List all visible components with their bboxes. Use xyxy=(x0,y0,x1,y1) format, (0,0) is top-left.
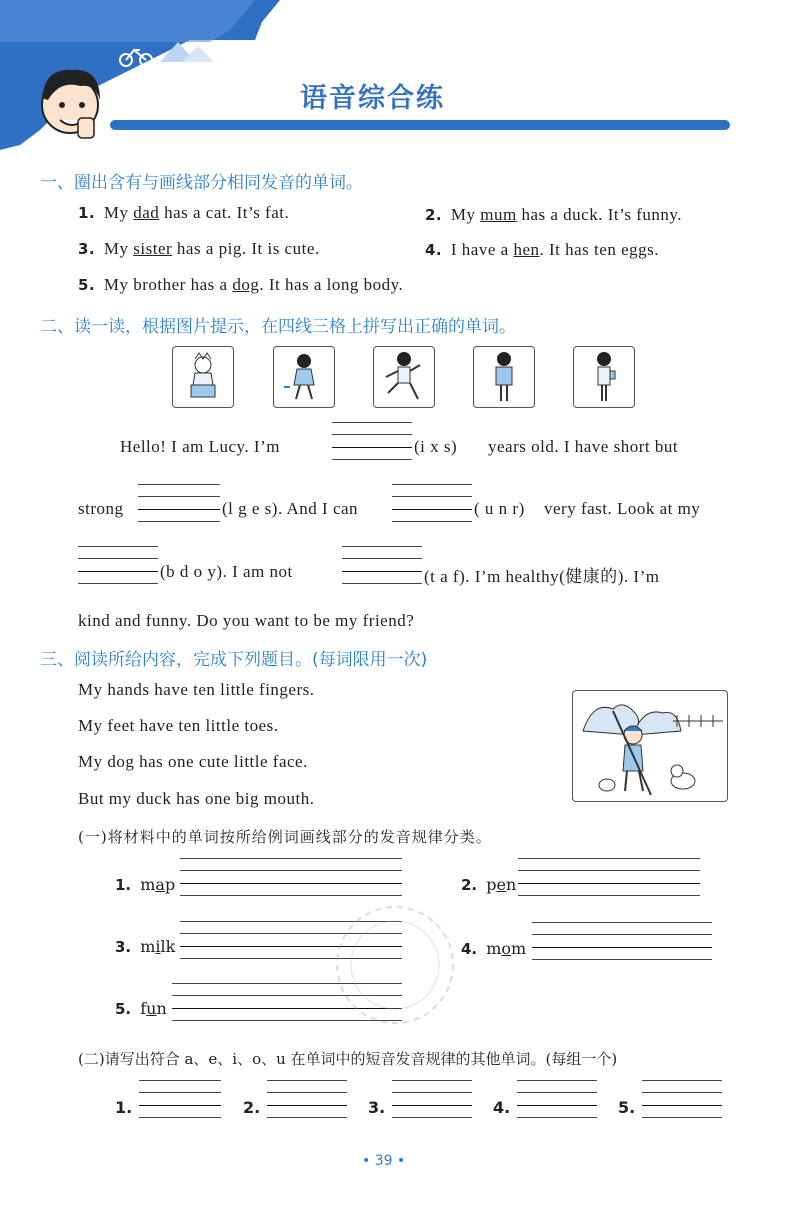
underlined-word: hen xyxy=(513,240,540,259)
s2-line1-rest: years old. I have short but xyxy=(488,437,679,456)
poem-line-2: My feet have ten little toes. xyxy=(78,716,279,735)
header-banner xyxy=(0,0,800,150)
hint-2: (l g e s). And I can xyxy=(222,499,359,518)
poem-line-3: My dog has one cute little face. xyxy=(78,752,308,771)
final-num-5: 5. xyxy=(618,1098,636,1117)
final-blank-2[interactable] xyxy=(267,1080,347,1118)
item-number: 2. xyxy=(425,206,443,224)
final-num-4: 4. xyxy=(493,1098,511,1117)
underlined-word: dog xyxy=(232,275,260,294)
s2-line2-rest: very fast. Look at my xyxy=(544,499,701,518)
s1-item-5: 5. My brother has a dog. It has a long body. xyxy=(78,275,404,294)
four-line-blank-3[interactable] xyxy=(392,484,472,522)
poem-line-4: But my duck has one big mouth. xyxy=(78,789,315,808)
picture-fat xyxy=(573,346,635,408)
answer-lines-2[interactable] xyxy=(518,858,700,896)
word-item-3: 3. milk xyxy=(115,937,176,956)
answer-lines-1[interactable] xyxy=(180,858,402,896)
s1-item-2: 2. My mum has a duck. It’s funny. xyxy=(425,205,683,224)
section2-title: 二、读一读，根据图片提示，在四线三格上拼写出正确的单词。 xyxy=(40,317,516,337)
underlined-word: mum xyxy=(480,205,517,224)
item-number: 3. xyxy=(78,240,96,258)
s2-line2-text: strong xyxy=(78,499,124,518)
four-line-blank-4[interactable] xyxy=(78,546,158,584)
picture-boy-farm xyxy=(572,690,728,802)
page-title: 语音综合练 xyxy=(300,83,445,114)
four-line-blank-2[interactable] xyxy=(138,484,220,522)
word-item-1: 1. map xyxy=(115,875,176,894)
sub1-title: (一)将材料中的单词按所给例词画线部分的发音规律分类。 xyxy=(78,828,492,846)
banner-graphic xyxy=(0,0,800,150)
poem-line-1: My hands have ten little fingers. xyxy=(78,680,315,699)
picture-run xyxy=(373,346,435,408)
word-item-2: 2. pen xyxy=(461,875,517,894)
s1-item-4: 4. I have a hen. It has ten eggs. xyxy=(425,240,659,259)
s1-item-1: 1. My dad has a cat. It’s fat. xyxy=(78,203,290,222)
hint-5: (t a f). I’m healthy(健康的). I’m xyxy=(424,567,660,586)
hint-4: (b d o y). I am not xyxy=(160,562,293,581)
final-blank-4[interactable] xyxy=(517,1080,597,1118)
section1-title: 一、圈出含有与画线部分相同发音的单词。 xyxy=(40,173,363,193)
page-number: • 39 • xyxy=(362,1153,406,1169)
sub2-title: (二)请写出符合 a、e、i、o、u 在单词中的短音发音规律的其他单词。(每组一个) xyxy=(78,1050,618,1068)
item-number: 4. xyxy=(425,241,443,259)
underlined-word: sister xyxy=(133,239,173,258)
picture-body xyxy=(473,346,535,408)
answer-lines-4[interactable] xyxy=(532,922,712,960)
final-blank-5[interactable] xyxy=(642,1080,722,1118)
final-num-2: 2. xyxy=(243,1098,261,1117)
picture-birthday-cake xyxy=(172,346,234,408)
hint-1: (i x s) xyxy=(414,437,458,456)
s2-line1-text: Hello! I am Lucy. I’m xyxy=(120,437,280,456)
underlined-word: dad xyxy=(133,203,160,222)
final-blank-1[interactable] xyxy=(139,1080,221,1118)
word-item-5: 5. fun xyxy=(115,999,167,1018)
item-number: 1. xyxy=(78,204,96,222)
four-line-blank-5[interactable] xyxy=(342,546,422,584)
final-num-1: 1. xyxy=(115,1098,133,1117)
four-line-blank-1[interactable] xyxy=(332,422,412,460)
watermark-stamp xyxy=(330,900,460,1030)
picture-legs xyxy=(273,346,335,408)
section3-title: 三、阅读所给内容，完成下列题目。(每词限用一次) xyxy=(40,650,428,670)
word-item-4: 4. mom xyxy=(461,939,527,958)
hint-3: ( u n r) xyxy=(474,499,525,518)
s1-item-3: 3. My sister has a pig. It is cute. xyxy=(78,239,320,258)
final-blank-3[interactable] xyxy=(392,1080,472,1118)
s2-line4: kind and funny. Do you want to be my friend? xyxy=(78,611,415,630)
final-num-3: 3. xyxy=(368,1098,386,1117)
item-number: 5. xyxy=(78,276,96,294)
